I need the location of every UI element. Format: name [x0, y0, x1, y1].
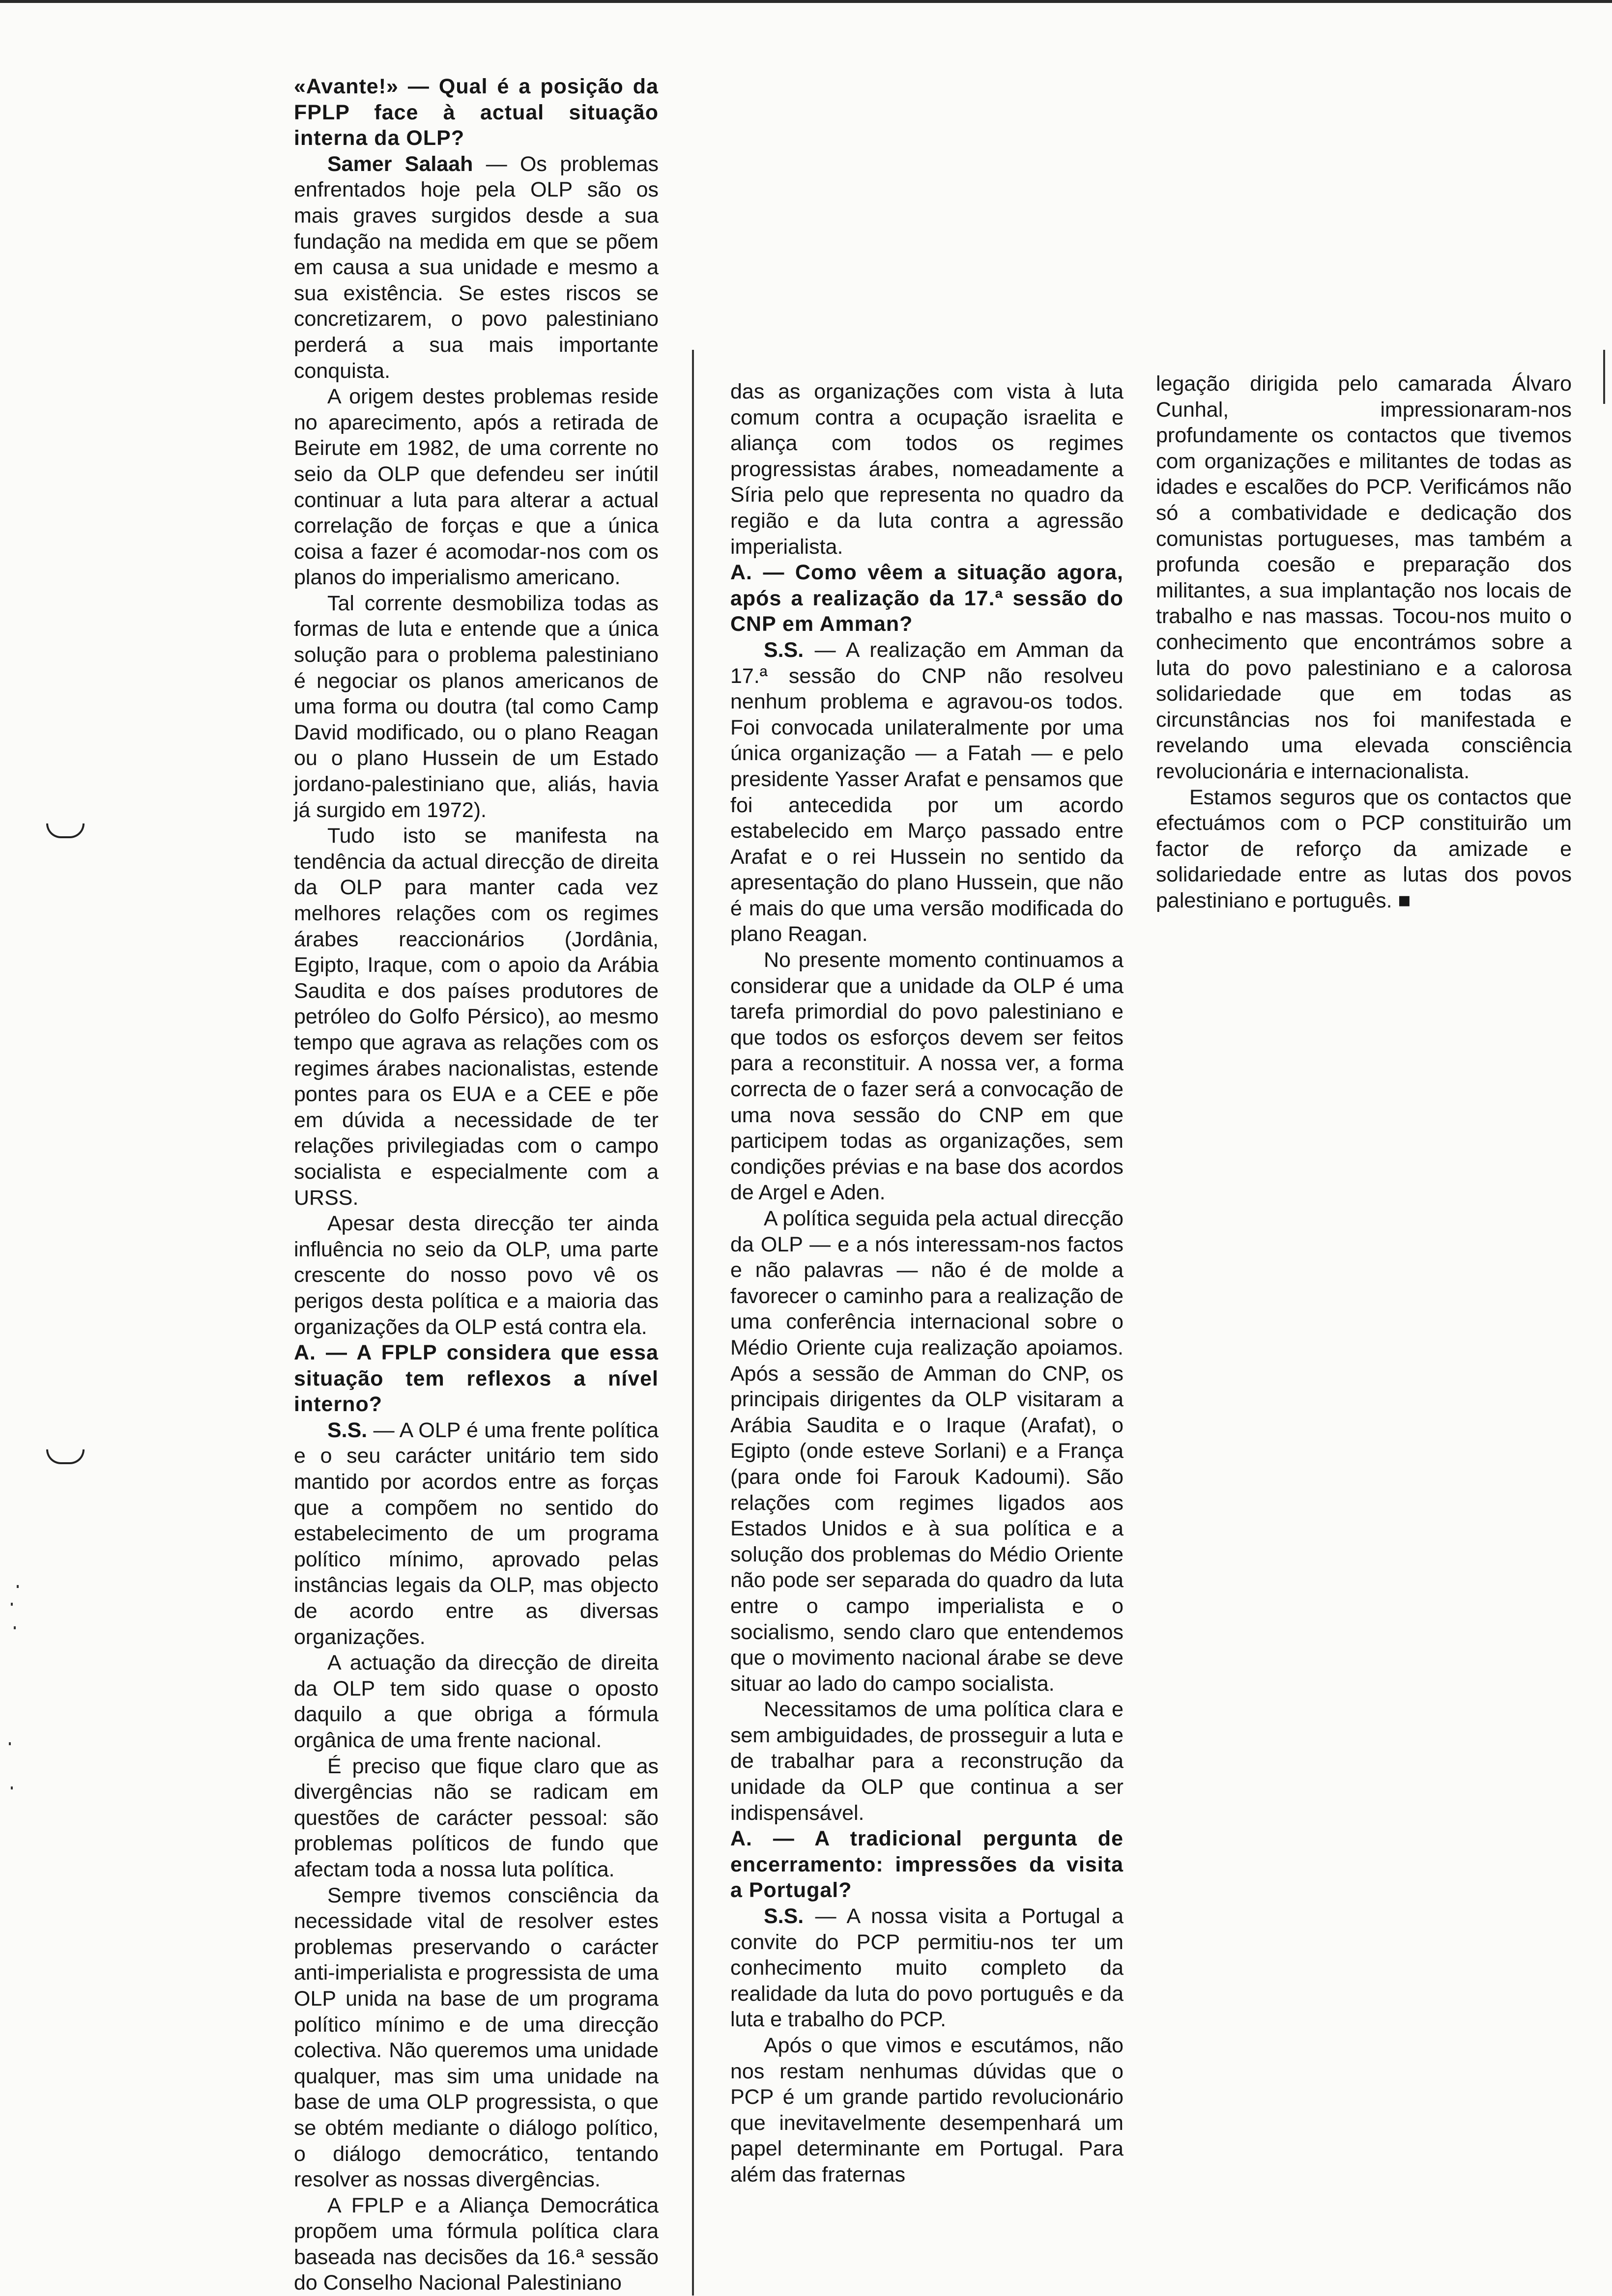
paragraph: A actuação da direcção de direita da OLP tem sido quase o oposto daquilo a que obriga a fórmula orgânica de uma frente nacional. — [294, 1651, 659, 1752]
interview-answer — [730, 1903, 1123, 2033]
margin-dot — [9, 1742, 11, 1745]
answer-text: — Os problemas enfrentados hoje pela OLP são os mais graves surgidos desde a sua fundação na medida em que se põem em causa a sua unidade e mesmo a sua existência. Se estes riscos se concretizarem, o povo palestiniano perderá a sua mais importante conquista. — [294, 152, 659, 383]
answer-text: — A realização em Amman da 17.ª sessão do CNP não resolveu nenhum problema e agravou-os todos. Foi convocada unilateralmente por uma única organização — a Fatah — e pelo presidente Yasser Arafat e pensamos que foi antecedida por um acordo estabelecido em Março passado entre Arafat e o rei Hussein no sentido da apresentação do plano Hussein, que não é mais do que uma versão modificada do plano Reagan. — [730, 638, 1123, 946]
article-column-2 — [730, 379, 1123, 2188]
paragraph: Tal corrente desmobiliza todas as formas de luta e entende que a única solução para o problema palestiniano é negociar os planos americanos de uma forma ou doutra (tal como Camp David modificado, ou o plano Reagan ou o plano Hussein de um Estado jordano-palestiniano que, aliás, havia já surgido em 1972). — [294, 591, 659, 822]
paragraph: legação dirigida pelo camarada Álvaro Cunhal, impressionaram-nos profundamente os contactos que tivemos com organizações e militantes de todas as idades e escalões do PCP. Verificámos não só a combatividade e dedicação dos comunistas portugueses, mas também a profunda coesão e preparação dos militantes, a sua implantação nos locais de trabalho e nas massas. Tocou-nos muito o conhecimento que encontrámos sobre a luta do povo palestiniano e a calorosa solidariedade que em todas as circunstâncias nos foi manifestada e revelando uma elevada consciência revolucionária e internacionalista. — [1156, 372, 1572, 783]
paragraph: Apesar desta direcção ter ainda influência no seio da OLP, uma parte crescente do nosso povo vê os perigos desta política e a maioria das organizações da OLP está contra ela. — [294, 1212, 659, 1339]
paragraph: No presente momento continuamos a considerar que a unidade da OLP é uma tarefa primordial do povo palestiniano e que todos os esforços devem ser feitos para a reconstituir. A nossa ver, a forma correcta de o fazer será a convocação de uma nova sessão do CNP em que participem todas as organizações, sem condições prévias e na base dos acordos de Argel e Aden. — [730, 948, 1123, 1205]
paragraph: A política seguida pela actual direcção da OLP — e a nós interessam-nos factos e não palavras — não é de molde a favorecer o caminho para a realização de uma conferência internacional sobre o Médio Oriente cuja realização apoiamos. Após a sessão de Amman do CNP, os principais dirigentes da OLP visitaram a Arábia Saudita e o Iraque (Arafat), o Egipto (onde esteve Sorlani) e a França (para onde foi Farouk Kadoumi). São relações com regimes ligados aos Estados Unidos e à sua política e a solução dos problemas do Médio Oriente não pode ser separada do quadro da luta entre o campo imperialista e o socialismo, sendo claro que entendemos que o movimento nacional árabe se deve situar ao lado do campo socialista. — [730, 1207, 1123, 1696]
speaker-name: S.S. — [327, 1418, 368, 1442]
interview-question: «Avante!» — Qual é a posição da FPLP face à actual situação interna da OLP? — [294, 75, 659, 150]
margin-mark — [46, 823, 85, 838]
speaker-name: S.S. — [764, 638, 804, 662]
speaker-name: Samer Salaah — [327, 152, 473, 176]
paragraph: Sempre tivemos consciência da necessidade vital de resolver estes problemas preservando o carácter anti-imperialista e progressista de uma OLP unida na base de um programa político mínimo e de uma direcção colectiva. Não queremos uma unidade qualquer, mas sim uma unidade na base de uma OLP progressista, o que se obtém mediante o diálogo político, o diálogo democrático, tentando resolver as nossas divergências. — [294, 1883, 659, 2192]
margin-dot — [11, 1603, 13, 1606]
paragraph: A FPLP e a Aliança Democrática propõem uma fórmula política clara baseada nas decisões da 16.ª sessão do Conselho Nacional Palestiniano — [294, 2193, 659, 2295]
interview-question: A. — Como vêem a situação agora, após a realização da 17.ª sessão do CNP em Amman? — [730, 561, 1123, 636]
column-divider — [692, 350, 694, 2296]
interview-answer — [294, 1417, 659, 1650]
article-column-3 — [1156, 371, 1572, 913]
column-divider — [1603, 350, 1605, 404]
paragraph: das as organizações com vista à luta comum contra a ocupação israelita e aliança com todos os regimes progressistas árabes, nomeadamente a Síria pelo que representa no quadro da região e da luta contra a agressão imperialista. — [730, 380, 1123, 559]
paragraph: É preciso que fique claro que as divergências não se radicam em questões de carácter pessoal: são problemas políticos de fundo que afectam toda a nossa luta política. — [294, 1754, 659, 1881]
paragraph: A origem destes problemas reside no aparecimento, após a retirada de Beirute em 1982, de uma corrente no seio da OLP que defendeu ser inútil continuar a luta para alterar a actual correlação de forças e que a única coisa a fazer é acomodar-nos com os planos do imperialismo americano. — [294, 385, 659, 590]
interview-question: A. — A tradicional pergunta de encerramento: impressões da visita a Portugal? — [730, 1827, 1123, 1902]
margin-mark — [46, 1449, 85, 1464]
paragraph: Necessitamos de uma política clara e sem ambiguidades, de prosseguir a luta e de trabalhar para a reconstrução da unidade da OLP que continua a ser indispensável. — [730, 1698, 1123, 1825]
margin-dot — [14, 1626, 16, 1629]
page-top-border — [0, 0, 1612, 3]
answer-text: — A nossa visita a Portugal a convite do PCP permitiu-nos ter um conhecimento muito completo da realidade da luta do povo português e da luta e trabalho do PCP. — [730, 1904, 1123, 2032]
paragraph: Estamos seguros que os contactos que efectuámos com o PCP constituirão um factor de reforço da amizade e solidariedade entre as lutas dos povos palestiniano e português. ■ — [1156, 785, 1572, 912]
article-column-1 — [294, 74, 659, 2296]
speaker-name: S.S. — [764, 1904, 804, 1928]
answer-text: — A OLP é uma frente política e o seu carácter unitário tem sido mantido por acordos entre as forças que a compõem no sentido do estabelecimento de um programa político mínimo, aprovado pelas instâncias legais da OLP, mas objecto de acordo entre as diversas organizações. — [294, 1418, 659, 1649]
margin-dot — [11, 1786, 13, 1789]
interview-question: A. — A FPLP considera que essa situação tem reflexos a nível interno? — [294, 1341, 659, 1417]
margin-dot — [17, 1585, 19, 1588]
paragraph: Após o que vimos e escutámos, não nos restam nenhumas dúvidas que o PCP é um grande partido revolucionário que inevitavelmente desempenhará um papel determinante em Portugal. Para além das fraternas — [730, 2034, 1123, 2186]
paragraph: Tudo isto se manifesta na tendência da actual direcção de direita da OLP para manter cada vez melhores relações com os regimes árabes reaccionários (Jordânia, Egipto, Iraque, com o apoio da Arábia Saudita e dos países produtores de petróleo do Golfo Pérsico), ao mesmo tempo que agrava as relações com os regimes árabes nacionalistas, estende pontes para os EUA e a CEE e põe em dúvida a necessidade de ter relações privilegiadas com o campo socialista e especialmente com a URSS. — [294, 824, 659, 1210]
interview-answer — [294, 151, 659, 384]
interview-answer — [730, 637, 1123, 947]
